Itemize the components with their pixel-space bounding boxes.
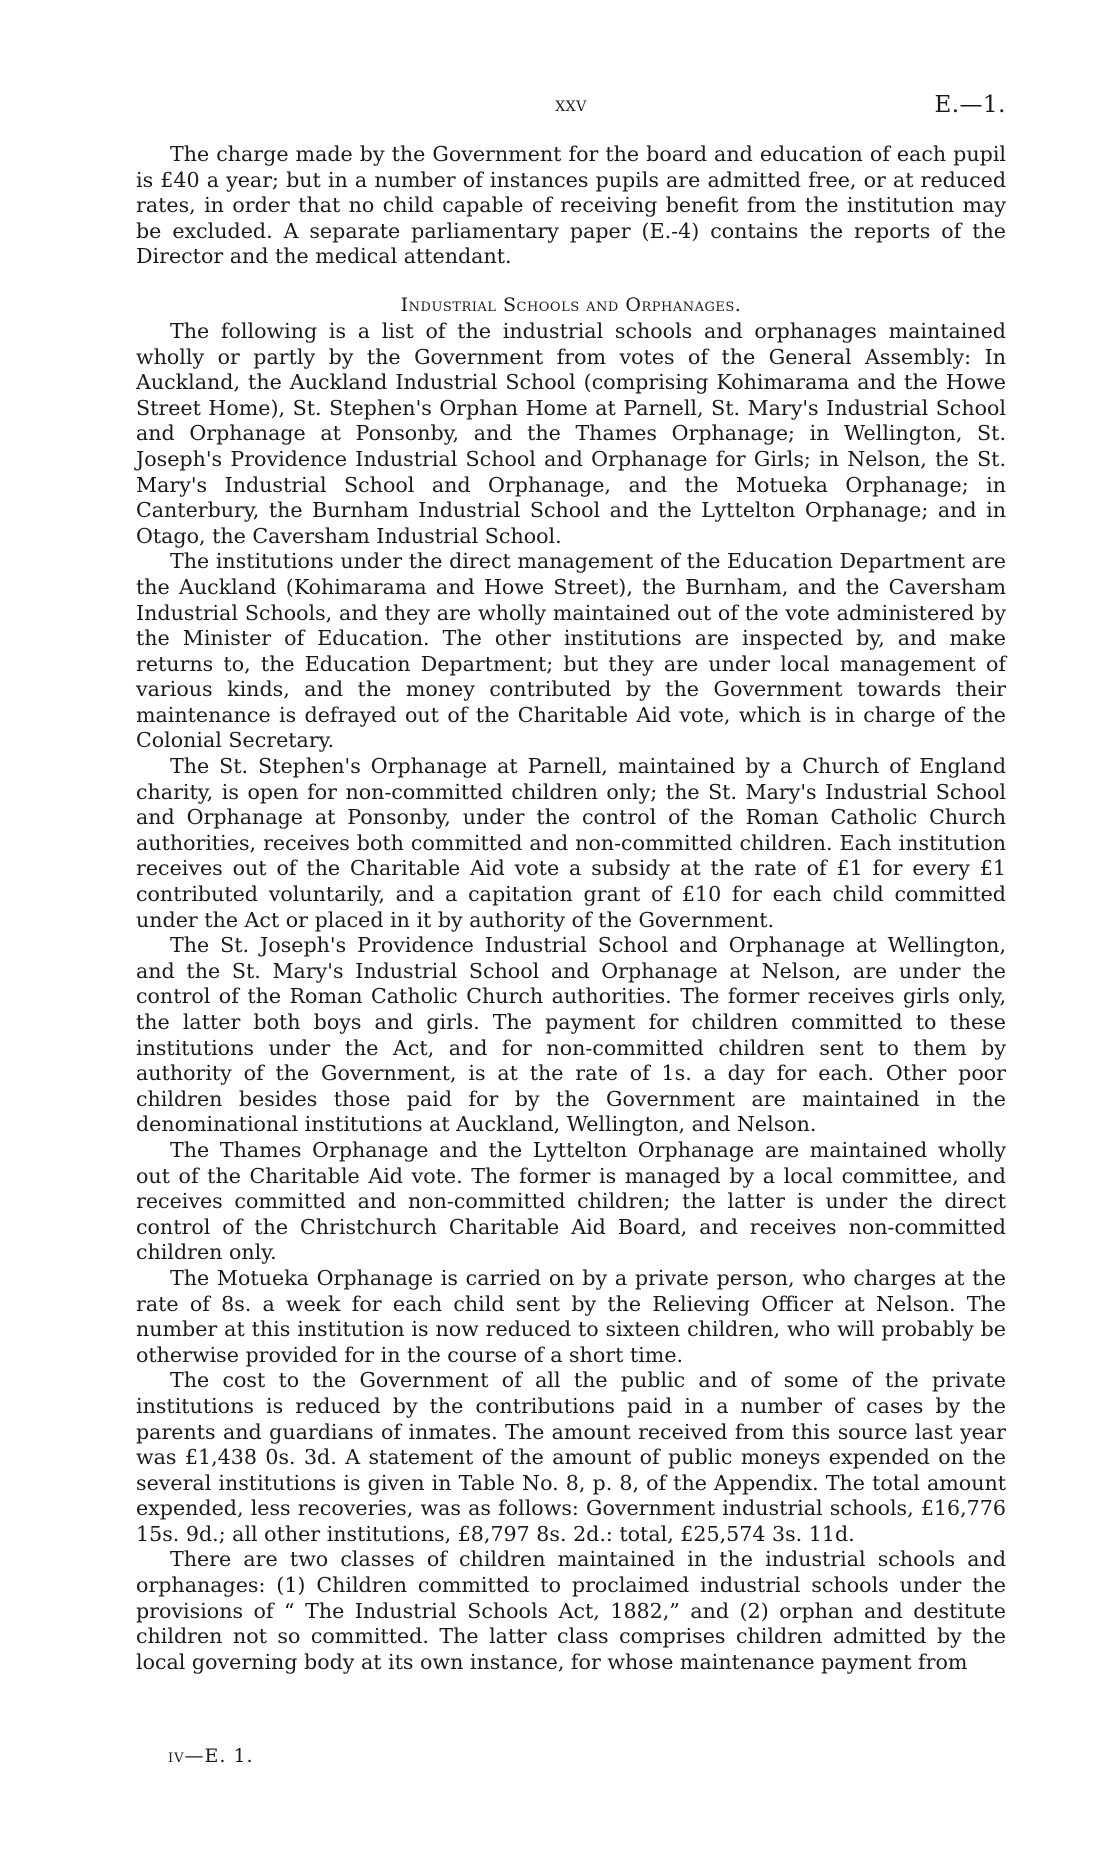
paragraph: The Motueka Orphanage is carried on by a private person, who charges at the rate of 8s. a week for each child sent by the Relieving Officer at Nelson. The number at this institution is now reduced to sixteen children, who will probably be otherwise provided for in the course of a short time. (136, 1265, 1006, 1367)
signature-mark: iv—E. 1. (168, 1745, 254, 1767)
body-text (136, 142, 1006, 1675)
paragraph: The following is a list of the industrial schools and orphanages maintained wholly or partly by the Government from votes of the General Assembly: In Auckland, the Auckland Industrial School (comprising Kohimarama and the Howe Street Home), St. Stephen's Orphan Home at Parnell, St. Mary's Industrial School and Orphanage at Ponsonby, and the Thames Orphanage; in Wellington, St. Joseph's Providence Industrial School and Orphanage for Girls; in Nelson, the St. Mary's Industrial School and Orphanage, and the Motueka Orphanage; in Canterbury, the Burnham Industrial School and the Lyttelton Orphanage; and in Otago, the Caversham Industrial School. (136, 318, 1006, 548)
paragraph-intro: The charge made by the Government for the board and education of each pupil is £40 a year; but in a number of instances pupils are admitted free, or at reduced rates, in order that no child capable of receiving benefit from the institution may be excluded. A separate parliamentary paper (E.-4) contains the reports of the Director and the medical attendant. (136, 142, 1006, 269)
page-number: xxv (555, 92, 587, 116)
paragraph: The institutions under the direct management of the Education Department are the Auckland (Kohimarama and Howe Street), the Burnham, and the Caversham Industrial Schools, and they are wholly maintained out of the vote administered by the Minister of Education. The other institutions are inspected by, and make returns to, the Education Department; but they are under local management of various kinds, and the money contributed by the Government towards their maintenance is defrayed out of the Charitable Aid vote, which is in charge of the Colonial Secretary. (136, 549, 1006, 753)
section-reference: E.—1. (934, 92, 1006, 118)
paragraph: The St. Stephen's Orphanage at Parnell, maintained by a Church of England charity, is open for non-committed children only; the St. Mary's Industrial School and Orphanage at Ponsonby, under the control of the Roman Catholic Church authorities, receives both committed and non-committed children. Each institution receives out of the Charitable Aid vote a subsidy at the rate of £1 for every £1 contributed voluntarily, and a capitation grant of £10 for each child committed under the Act or placed in it by authority of the Government. (136, 754, 1006, 932)
paragraph: There are two classes of children maintained in the industrial schools and orphanages: (1) Children committed to proclaimed industrial schools under the provisions of “ The Industrial Schools Act, 1882,” and (2) orphan and destitute children not so committed. The latter class comprises children admitted by the local governing body at its own instance, for whose maintenance payment from (136, 1547, 1006, 1674)
paragraph: The cost to the Government of all the public and of some of the private institutions is reduced by the contributions paid in a number of cases by the parents and guardians of inmates. The amount received from this source last year was £1,438 0s. 3d. A statement of the amount of public moneys expended on the several institutions is given in Table No. 8, p. 8, of the Appendix. The total amount expended, less recoveries, was as follows: Government industrial schools, £16,776 15s. 9d.; all other institutions, £8,797 8s. 2d.: total, £25,574 3s. 11d. (136, 1368, 1006, 1546)
paragraph: The Thames Orphanage and the Lyttelton Orphanage are maintained wholly out of the Charitable Aid vote. The former is managed by a local committee, and receives committed and non-committed children; the latter is under the direct control of the Christchurch Charitable Aid Board, and receives non-committed children only. (136, 1137, 1006, 1265)
section-heading: Industrial Schools and Orphanages. (400, 293, 742, 316)
page-header (136, 92, 1006, 122)
paragraph: The St. Joseph's Providence Industrial School and Orphanage at Wellington, and the St. Mary's Industrial School and Orphanage at Nelson, are under the control of the Roman Catholic Church authorities. The former receives girls only, the latter both boys and girls. The payment for children committed to these institutions under the Act, and for non-committed children sent to them by authority of the Government, is at the rate of 1s. a day for each. Other poor children besides those paid for by the Government are maintained in the denominational institutions at Auckland, Wellington, and Nelson. (136, 933, 1006, 1137)
